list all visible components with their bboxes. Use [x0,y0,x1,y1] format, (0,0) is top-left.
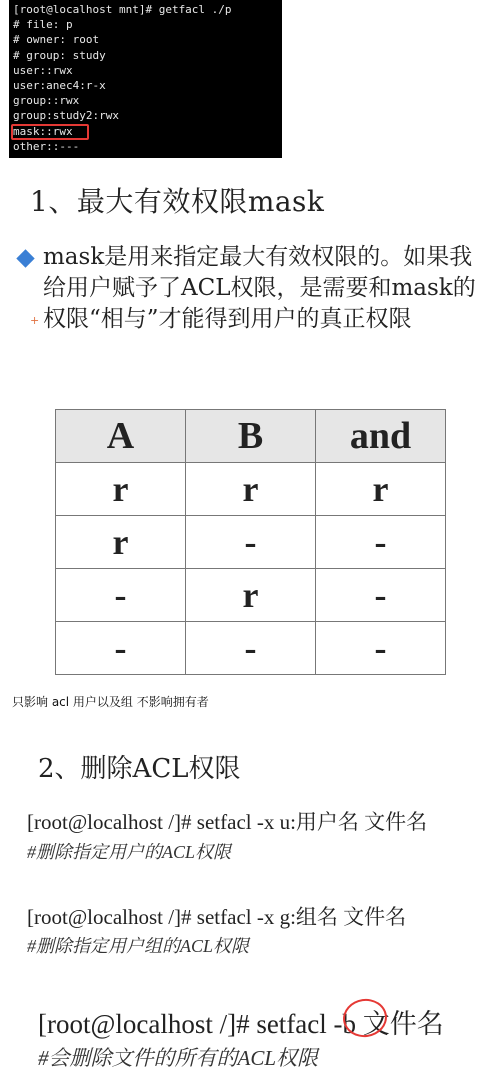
table-cell: - [316,569,446,622]
command-remove-group-acl: [root@localhost /]# setfacl -x g:组名 文件名 [27,905,407,929]
section1-bullet-text: mask是用来指定最大有效权限的。如果我给用户赋予了ACL权限，是需要和mask的权限“相与”才能得到用户的真正权限 [43,244,476,332]
comment-remove-all-acl: #会删除文件的所有的ACL权限 [38,1046,319,1070]
table-cell: - [316,622,446,675]
terminal-line: [root@localhost mnt]# getfacl ./p [13,3,232,16]
table-cell: r [186,463,316,516]
note-text: 只影响 acl 用户以及组 不影响拥有者 [12,695,209,709]
table-cell: - [186,516,316,569]
table-row [56,569,446,622]
and-truth-table [55,409,446,675]
terminal-line: # file: p [13,18,73,32]
table-cell: r [316,463,446,516]
table-cell: r [56,463,186,516]
terminal-line: group:study2:rwx [13,109,119,123]
table-cell: - [186,622,316,675]
terminal-line-mask: mask::rwx [13,124,73,138]
table-cell: - [56,569,186,622]
mask-highlight-box [11,124,89,140]
table-header-cell: and [316,410,446,463]
table-header-row [56,410,446,463]
table-header-cell: A [56,410,186,463]
command-remove-all-acl: [root@localhost /]# setfacl -b 文件名 [38,1009,444,1039]
terminal-line: group::rwx [13,94,80,108]
terminal-line: # group: study [13,48,106,62]
small-mark-icon: + [30,314,40,327]
section2-heading: 2、删除ACL权限 [38,754,241,784]
comment-remove-group-acl: #删除指定用户组的ACL权限 [27,936,250,956]
terminal-line: # owner: root [13,33,100,47]
terminal-line: other::--- [13,139,80,153]
table-cell: - [316,516,446,569]
table-cell: r [186,569,316,622]
terminal-line: user::rwx [13,63,73,77]
terminal-line: user:anec4:r-x [13,78,106,92]
command-remove-user-acl: [root@localhost /]# setfacl -x u:用户名 文件名 [27,810,428,834]
table-header-cell: B [186,410,316,463]
section1-heading: 1、最大有效权限mask [30,185,325,218]
bullet-diamond-icon [16,249,34,267]
comment-remove-user-acl: #删除指定用户的ACL权限 [27,842,232,862]
table-row [56,516,446,569]
table-row [56,463,446,516]
table-row [56,622,446,675]
table-cell: r [56,516,186,569]
table-cell: - [56,622,186,675]
